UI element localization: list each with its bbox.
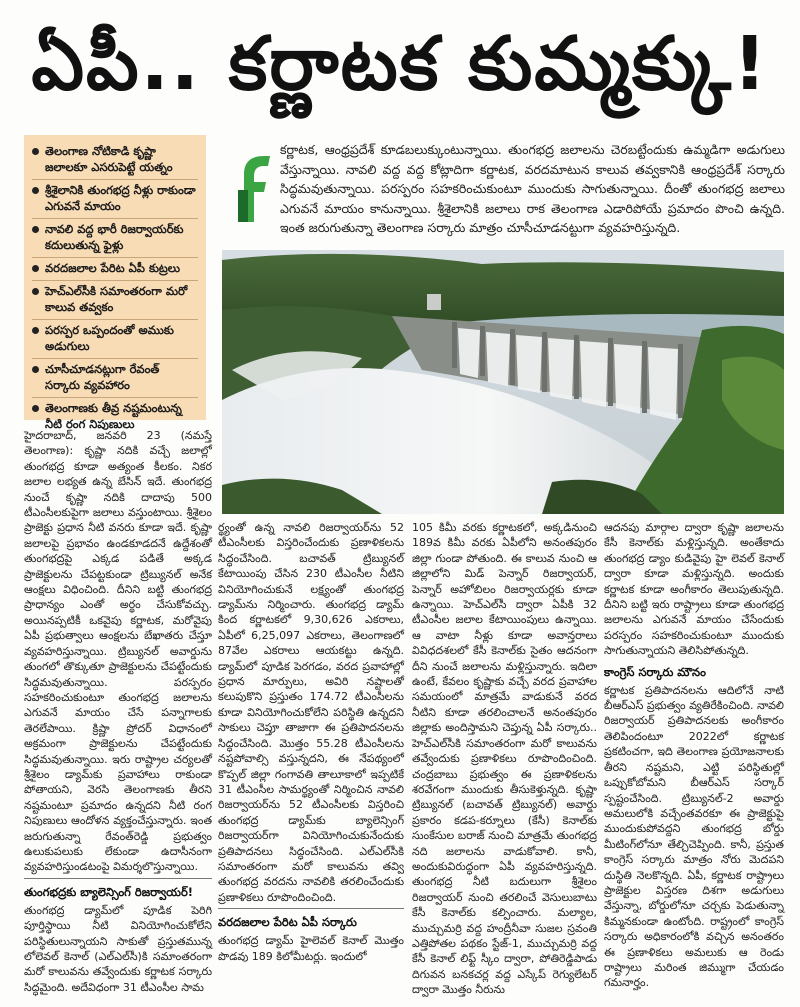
article-paragraph: కర్ణాటక ప్రతిపాదనలను ఆదిలోనే నాటి బీఆర్‌ఎస్ ప్రభుత్వం వ్యతిరేకించింది. నావలి రిజర్వాయర్ ప్రతిపాదనలకు అంగీకారం తెలిపిందంటూ 2022లో కర్ణాటక ప్రకటించగా, ఇది తెలంగాణ ప్రయోజనాలకు తీరని నష్టమని, ఎట్టి పరిస్థితుల్లో ఒప్పుకోబోమని బీఆర్‌ఎస్ సర్కార్ స్పష్టంచేసింది. ట్రిబ్యునల్-2 అవార్డు అమలులోకి వచ్చేంతవరకూ ఈ ప్రాజెక్టుపై ముందుకుపోవద్దని తుంగభద్ర బోర్డు మీటింగ్‌లోనూ తేల్చిచెప్పింది. కానీ, ప్రస్తుత కాంగ్రెస్ సర్కారు మాత్రం నోరు మెదపని దుస్థితి నెలకొన్నది. ఏపీ, కర్ణాటక రాష్ట్రాలు ప్రాజెక్టుల విస్తరణ దిశగా అడుగులు వేస్తున్నా, బోర్డులోనూ చర్చకు పెడుతున్నా కిమ్మనకుండా ఉంటోంది. రాష్ట్రంలో కాంగ్రెస్ సర్కారు అధికారంలోకి వచ్చిన అనంతరం ఈ ప్రణాళికలు అమలుకు ఆ రెండు రాష్ట్రాలు మరింత జిమ్ముగా చేయడం గమనార్హం. (604, 683, 784, 990)
article-column-3 (412, 520, 597, 1000)
highlight-item: హెచ్‌ఎల్‌సీకి సమాంతరంగా మరో కాలువ తవ్వకం (32, 281, 198, 320)
bullet-icon (32, 265, 39, 272)
divider (218, 908, 404, 909)
highlight-item: వరదజలాల పేరిట ఏపీ కుట్రలు (32, 258, 198, 281)
subheading: తుంగభద్రకు బ్యాలెన్సింగ్ రిజర్వాయర్! (24, 884, 194, 899)
article-paragraph: ఆదనపు మార్గాల ద్వారా కృష్ణా జలాలను కేసీ కెనాల్‌కు మళ్లిస్తున్నది. అంతేకాదు తుంగభద్ర డ్యాం కుడివైపు హై లెవల్ కెనాల్ ద్వారా కూడా మళ్లిస్తున్నది. అందుకు కర్ణాటక కూడా అంగీకారం తెలుపుతున్నది. దీనిని బట్టి ఇరు రాష్ట్రాలు కూడా తుంగభద్ర జలాలను ఎగువనే మాయం చేసేందుకు పరస్పరం సహకరించుకుంటూ ముందుకు సాగుతున్నాయని తెలిసిపోతున్నది. (604, 521, 784, 658)
highlight-item: నావలి వద్ద భారీ రిజర్వాయర్‌కు కదులుతున్న ఫైళ్లు (32, 219, 198, 258)
article-paragraph: హైదరాబాద్, జనవరి 23 (నమస్తే తెలంగాణ): కృష్ణా నదికి వచ్చే జలాల్లో తుంగభద్ర కూడా అత్యంత కీలకం. నికర జలాల లభ్యత ఉన్న బేసిన్ ఇదే. తుంగభద్ర నుంచే కృష్ణా నదికి దాదాపు 500 టీఎంసీలకుపైగా జలాలు వస్తుంటాయి. శ్రీశైలం ప్రాజెక్టు ప్రధాన నీటి వనరు కూడా ఇదే. కృష్ణా జలాలపై ప్రభావం ఉండకూడదనే ఉద్దేశంతో తుంగభద్రపై ఎక్కడ పడితే అక్కడ ప్రాజెక్టులను చేపట్టకుండా ట్రిబ్యునల్ అనేక ఆంక్షలు విధించింది. దీనిని బట్టి తుంగభద్ర ప్రాధాన్యం ఎంతో అర్థం చేసుకోవచ్చు. అయినప్పటికీ ఒకవైపు కర్ణాటక, మరోవైపు ఏపీ ప్రభుత్వాలు ఆంక్షలను బేఖాతరు చేస్తూ వ్యవహరిస్తున్నాయి. ట్రిబ్యునల్ అవార్డును తుంగలో తొక్కుతూ ప్రాజెక్టులను చేపట్టేందుకు సిద్ధమవుతున్నాయి. పరస్పరం సహకరించుకుంటూ తుంగభద్ర జలాలను ఎగువనే మాయం చేసే పన్నాగాలకు తెరలేపాయి. క్రిష్ణా ప్రోదర్ విధానంలో అక్రమంగా ప్రాజెక్టులను చేపట్టేందుకు సిద్ధమవుతున్నాయి. ఇరు రాష్ట్రాల చర్యలతో శ్రీశైలం డ్యామ్‌కు ప్రవాహాలు రాకుండా పోతాయని, వెరసి తెలంగాణకు తీరని నష్టమంటూ ప్రమాదం ఉన్నదని నీటి రంగ నిపుణులు ఆందోళన వ్యక్తంచేస్తున్నారు. ఇంత జరుగుతున్నా రేవంత్‌రెడ్డి ప్రభుత్వం ఉలుకుపలుకు లేకుండా ఉదాసీనంగా వ్యవహరిస్తుండటంపై విమర్శలొస్తున్నాయి. (24, 429, 212, 874)
article-paragraph: ర్థ్యంతో ఉన్న నావలి రిజర్వాయర్‌ను 52 టీఎంసీలకు విస్తరించేందుకు ప్రణాళికలను సిద్ధంచేసింది. బచావత్ ట్రిబ్యునల్ కేటాయింపు చేసిన 230 టీఎంసీల నీటిని వినియోగించుకునే లక్ష్యంతో తుంగభద్ర డ్యామ్‌ను నిర్మించారు. తుంగభద్ర డ్యామ్ కింద కర్ణాటకలో 9,30,626 ఎకరాలు, ఏపీలో 6,25,097 ఎకరాలు, తెలంగాణలో 87వేల ఎకరాలు ఆయకట్టు ఉన్నది. డ్యామ్‌లో పూడిక పెరగడం, వరద ప్రవాహాల్లో ప్రధాన మార్పులు, అవిరి నష్టాలతో కలుపుకొని ప్రస్తుతం 174.72 టీఎంసీలను కూడా వినియోగించుకోలేని పరిస్థితి ఉన్నదని సాకులు చెప్తూ తాజాగా ఈ ప్రతిపాదనలను సిద్ధంచేసింది. మొత్తం 55.28 టీఎంసీలను నష్టపోవాల్సి వస్తున్నదని, ఈ నేపథ్యంలో కొప్పల్ జిల్లా గంగావతి తాలూకాలో ఇప్పటికే 31 టీఎంసీల సామర్థ్యంతో నిర్మించిన నావలి రిజర్వాయర్‌ను 52 టీఎంసీలకు విస్తరించి తుంగభద్ర డ్యామ్‌కు బ్యాలెన్సింగ్ రిజర్వాయర్‌గా వినియోగించుకునేందుకు ప్రతిపాదనలు సిద్ధంచేసింది. ఎల్‌ఎల్‌సీకి సమాంతరంగా మరో కాలువను తవ్వి తుంగభద్ర వరదను నావలికి తరలించేందుకు ప్రణాళికలు రూపొందించింది. (218, 521, 404, 904)
bullet-icon (32, 405, 39, 412)
highlight-item: చూసీచూడనట్లుగా రేవంత్ సర్కారు వ్యవహారం (32, 359, 198, 398)
highlight-item: తెలంగాణ నోటికాడి కృష్ణా జలాలకూ ఎసరుపెట్టే యత్నం (32, 141, 198, 180)
bullet-icon (32, 187, 39, 194)
highlight-item: శ్రీశైలానికి తుంగభద్ర నీళ్లు రాకుండా ఎగువనే మాయం (32, 180, 198, 219)
headline: ఏపీ.. కర్ణాటక కుమ్మక్కు! (31, 21, 769, 107)
bullet-icon (32, 366, 39, 373)
subheading: కాంగ్రెస్ సర్కారు మౌనం (604, 664, 706, 679)
highlights-box (24, 135, 206, 431)
bullet-icon (32, 288, 39, 295)
divider (24, 878, 212, 879)
article-column-4 (604, 520, 784, 993)
highlight-item: తెలంగాణకు తీవ్ర నష్టమంటున్న నీటి రంగ నిపుణులు (32, 398, 198, 436)
article-paragraph: తుంగభద్ర డ్యామ్ హైలెవల్ కెనాల్ మొత్తం పొడవు 189 కిలోమీటర్లు. ఇందులో (218, 934, 404, 963)
brand-f-icon (234, 152, 272, 224)
article-column-1 (24, 428, 212, 997)
intro-paragraph: కర్ణాటక, ఆంధ్రప్రదేశ్ కూడబలుక్కుంటున్నాయి. తుంగభద్ర జలాలను చెరబట్టేందుకు ఉమ్మడిగా అడుగులు వేస్తున్నాయి. నావలి వద్ద వద్ద కోట్లాదిగా కర్ణాటక, వరదమాటున కాలువ తవ్వకానికి ఆంధ్రప్రదేశ్ సర్కారు సిద్ధమవుతున్నాయి. పరస్పరం సహకరించుకుంటూ ముందుకు సాగుతున్నాయి. దీంతో తుంగభద్ర జలాలు ఎగువనే మాయం కానున్నాయి. శ్రీశైలానికి జలాలు రాక తెలంగాణ ఎడారిపోయే ప్రమాదం పొంచి ఉన్నది. ఇంత జరుగుతున్నా తెలంగాణ సర్కారు మాత్రం చూసీచూడనట్టుగా వ్యవహరిస్తున్నది. (280, 142, 785, 235)
article-column-2 (218, 520, 404, 966)
bullet-icon (32, 226, 39, 233)
article-paragraph: తుంగభద్ర డ్యామ్‌లో పూడిక పెరిగి పూర్తిస్థాయి నీటి వినియోగించుకోలేని పరిస్థితులున్నాయని సాకుతో ప్రస్తుతమున్న లోలెవల్ కెనాల్ (ఎల్‌ఎల్‌సీ)కి సమాంతరంగా మరో కాలువను తవ్వేందుకు కర్ణాటక సర్కారు సిద్ధమైంది. అదేవిధంగా 31 టీఎంసీల సామ (24, 903, 212, 994)
subheading: వరదజలాల పేరిట ఏపీ సర్కారు (218, 915, 357, 930)
article-paragraph: 105 కిమీ వరకు కర్ణాటకలో, అక్కడినుంచి 189వ కిమీ వరకు ఏపీలోని అనంతపురం జిల్లా గుండా పోతుంది. ఈ కాలువ నుంచి ఆ జిల్లాలోని మిడ్ పెన్నార్ రిజర్వాయర్, పెన్నార్ అహోబిలం రిజర్వాయర్లకు కూడా ఉన్నాయి. హెచ్‌ఎల్‌సీ ద్వారా ఏపీకి 32 టీఎంసీల జలాల కేటాయింపులు ఉన్నాయి. ఆ వాటా నీళ్లు కూడా అవాన్తరాలు వివిధదశలలో కేసీ కెనాల్‌కు సైతం ఆదనంగా దీని నుంచే జలాలను మళ్లిస్తున్నారు. ఇదిలా ఉంటే, కేవలం కృష్ణాకు వచ్చే వరద ప్రవాహాల సమయంలో మాత్రమే వాడుకునే వరద నీటిని కూడా తరలించాలనే అనంతపురం జిల్లాకు అందిస్తామని చెప్తున్న ఏపీ సర్కారు.. హెచ్‌ఎల్‌సీకి సమాంతరంగా మరో కాలువను తవ్వేందుకు ప్రణాళికలు రూపొందించింది. చంద్రబాబు ప్రభుత్వం ఈ ప్రణాళికలను శరవేగంగా ముందుకు తీసుకెళ్తున్నది. కృష్ణా ట్రిబ్యునల్ (బచావత్ ట్రిబ్యునల్) అవార్డు ప్రకారం కడప-కర్నూలు (కేసీ) కెనాల్‌కు సుంకేసుల బరాజ్ నుంచి మాత్రమే తుంగభద్ర నది జలాలను వాడుకోవాలి. కానీ, అందుకువిరుద్ధంగా ఏపీ వ్యవహరిస్తున్నది. తుంగభద్ర నీటి బదులుగా శ్రీశైలం రిజర్వాయర్ నుంచి తరలించే వెసులుబాటు కేసీ కెనాల్‌కు కల్పించారు. మల్యాల, ముచ్చుమర్రి వద్ద హంద్రీనీవా సుజల స్రవంతి ఎత్తిపోతల పథకం స్టేజ్-1, ముచ్చుమర్రి వద్ద కేసీ కెనాల్ లిఫ్ట్ స్కీం ద్వారా, పోతిరెడ్డిపాడు దిగువన బనకచర్ల వద్ద ఎస్కేప్ రెగ్యులేటర్ ద్వారా మొత్తం నీరును (412, 521, 597, 997)
dam-photo (222, 250, 784, 514)
highlight-item: పరస్పర ఒప్పందంతో అముకు అడుగులు (32, 320, 198, 359)
bullet-icon (32, 327, 39, 334)
bullet-icon (32, 148, 39, 155)
